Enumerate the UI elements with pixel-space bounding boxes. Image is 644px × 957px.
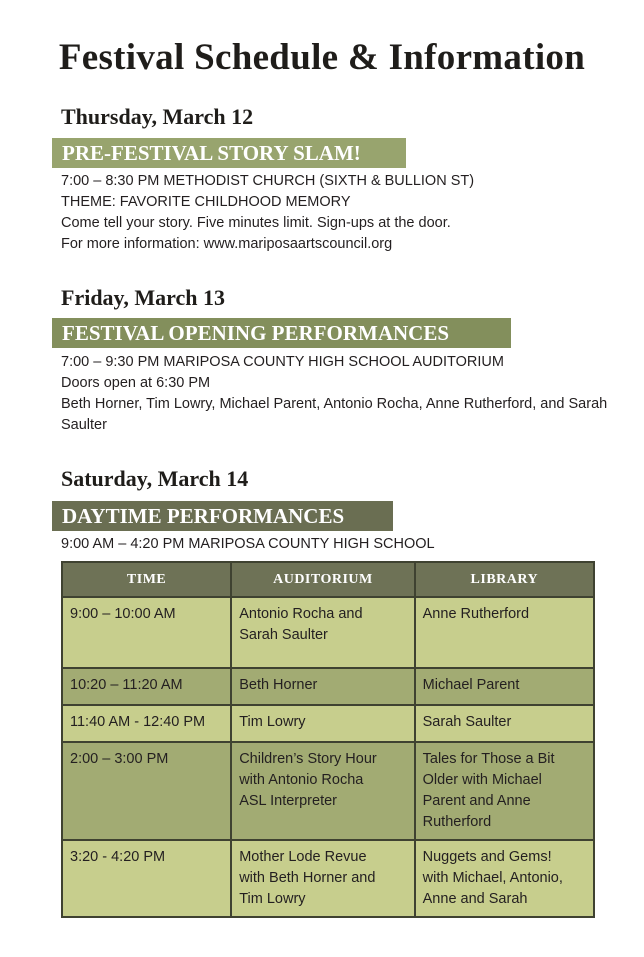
library-cell [415, 597, 594, 668]
page-title: Festival Schedule & Information [58, 37, 586, 78]
performer-line: Tales for Those a Bit [422, 751, 555, 767]
performer-line: Beth Horner [239, 677, 318, 693]
performer-line: ASL Interpreter [239, 793, 337, 809]
performer-line: Sarah Saulter [239, 627, 328, 643]
performer-line: Anne and Sarah [422, 891, 528, 907]
event-detail-line: THEME: FAVORITE CHILDHOOD MEMORY [61, 194, 351, 210]
performer-line: with Antonio Rocha [239, 772, 364, 788]
auditorium-cell [231, 742, 414, 840]
schedule-header-row [62, 562, 594, 597]
performer-line: Children’s Story Hour [239, 751, 377, 767]
event-banner-opening-performances: FESTIVAL OPENING PERFORMANCES [52, 318, 511, 348]
library-cell [415, 668, 594, 705]
performer-line: Rutherford [422, 814, 492, 830]
event-detail-line: Beth Horner, Tim Lowry, Michael Parent, Antonio Rocha, Anne Rutherford, and Sarah Saulter [61, 396, 608, 433]
performer-line: Nuggets and Gems! [422, 849, 552, 865]
auditorium-cell [231, 668, 414, 705]
event-detail-line: 9:00 AM – 4:20 PM MARIPOSA COUNTY HIGH SCHOOL [61, 536, 435, 552]
performer-line: Michael Parent [422, 677, 520, 693]
time-cell: 3:20 - 4:20 PM [62, 840, 231, 917]
performer-line: Tim Lowry [239, 714, 306, 730]
table-row [62, 840, 594, 917]
performer-line: Tim Lowry [239, 891, 306, 907]
performer-line: with Beth Horner and [239, 870, 376, 886]
table-row [62, 668, 594, 705]
auditorium-cell [231, 840, 414, 917]
performer-line: with Michael, Antonio, [422, 870, 563, 886]
auditorium-cell [231, 597, 414, 668]
library-cell [415, 840, 594, 917]
event-detail-line: For more information: www.mariposaartscouncil.org [61, 236, 393, 252]
performer-line: Mother Lode Revue [239, 849, 367, 865]
event-details-friday [61, 352, 621, 436]
event-detail-line: 7:00 – 8:30 PM METHODIST CHURCH (SIXTH & BULLION ST) [61, 173, 475, 189]
performer-line: Sarah Saulter [422, 714, 512, 730]
column-header-library: LIBRARY [415, 562, 594, 597]
performer-line: Parent and Anne [422, 793, 531, 809]
performer-line: Older with Michael [422, 772, 542, 788]
day-heading-saturday: Saturday, March 14 [61, 466, 249, 491]
auditorium-cell [231, 705, 414, 742]
column-header-time: TIME [62, 562, 231, 597]
schedule-table [61, 561, 595, 918]
table-row [62, 597, 594, 668]
day-heading-friday: Friday, March 13 [61, 285, 225, 310]
time-cell: 9:00 – 10:00 AM [62, 597, 231, 668]
performer-line: Anne Rutherford [422, 606, 530, 622]
event-detail-line: 7:00 – 9:30 PM MARIPOSA COUNTY HIGH SCHOOL AUDITORIUM [61, 354, 504, 370]
table-row [62, 705, 594, 742]
column-header-auditorium: AUDITORIUM [231, 562, 414, 597]
library-cell [415, 705, 594, 742]
library-cell [415, 742, 594, 840]
time-cell: 10:20 – 11:20 AM [62, 668, 231, 705]
table-row [62, 742, 594, 840]
event-banner-daytime-performances: DAYTIME PERFORMANCES [52, 501, 393, 531]
event-detail-line: Come tell your story. Five minutes limit. Sign-ups at the door. [61, 215, 451, 231]
time-cell: 2:00 – 3:00 PM [62, 742, 231, 840]
performer-line: Antonio Rocha and [239, 606, 363, 622]
event-details-thursday [61, 171, 621, 255]
time-cell: 11:40 AM - 12:40 PM [62, 705, 231, 742]
day-heading-thursday: Thursday, March 12 [61, 104, 254, 129]
event-detail-line: Doors open at 6:30 PM [61, 375, 211, 391]
event-details-saturday [61, 534, 621, 555]
event-banner-story-slam: PRE-FESTIVAL STORY SLAM! [52, 138, 406, 168]
